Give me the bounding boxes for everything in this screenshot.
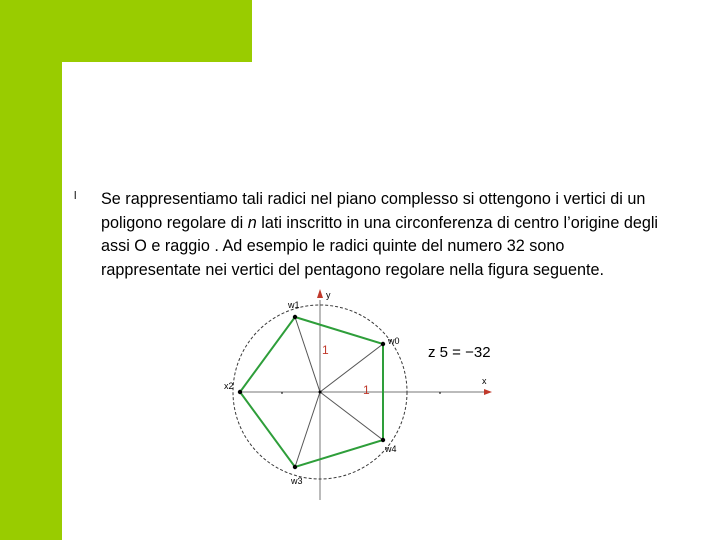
y-axis-arrow xyxy=(317,289,323,298)
x-axis-arrow xyxy=(484,389,492,395)
radius-line-w4 xyxy=(320,392,383,440)
paragraph-text-part1: Se rappresentiamo tali radici nel piano complesso si ottengono i vertici di un poligono regolare di xyxy=(101,190,646,232)
equation-label: z 5 = −32 xyxy=(428,344,491,361)
paragraph-text-part2: lati inscritto in una circonferenza di centro l’origine degli assi O e raggio . Ad esempio le radici quinte del numero 32 sono rappresentate nei vertici del pentagono regolare nella figura seguente. xyxy=(101,213,659,279)
x-axis-label: x xyxy=(482,376,487,386)
vertex-label-x2: x2 xyxy=(224,381,234,391)
vertex-label-w0: w0 xyxy=(388,336,400,346)
vertex-label-w1: w1 xyxy=(288,300,300,310)
y-axis-label: y xyxy=(326,290,331,300)
radius-line-w1 xyxy=(295,317,320,392)
vertex-w3 xyxy=(293,465,297,469)
paragraph-italic-n: n xyxy=(247,213,257,232)
vertex-label-w3: w3 xyxy=(291,476,303,486)
dot-mark-left xyxy=(281,392,283,394)
origin-point xyxy=(319,391,322,394)
bullet-marker: l xyxy=(74,190,77,202)
radius-line-w0 xyxy=(320,344,383,392)
vertex-w1 xyxy=(293,315,297,319)
radius-line-w3 xyxy=(295,392,320,467)
radius-label-vertical: 1 xyxy=(322,343,329,357)
vertex-w4 xyxy=(381,438,385,442)
vertex-w0 xyxy=(381,342,385,346)
radius-label-horizontal: 1 xyxy=(363,383,370,397)
vertex-label-w4: w4 xyxy=(385,444,397,454)
vertex-x2 xyxy=(238,390,242,394)
dot-mark-right xyxy=(439,392,441,394)
